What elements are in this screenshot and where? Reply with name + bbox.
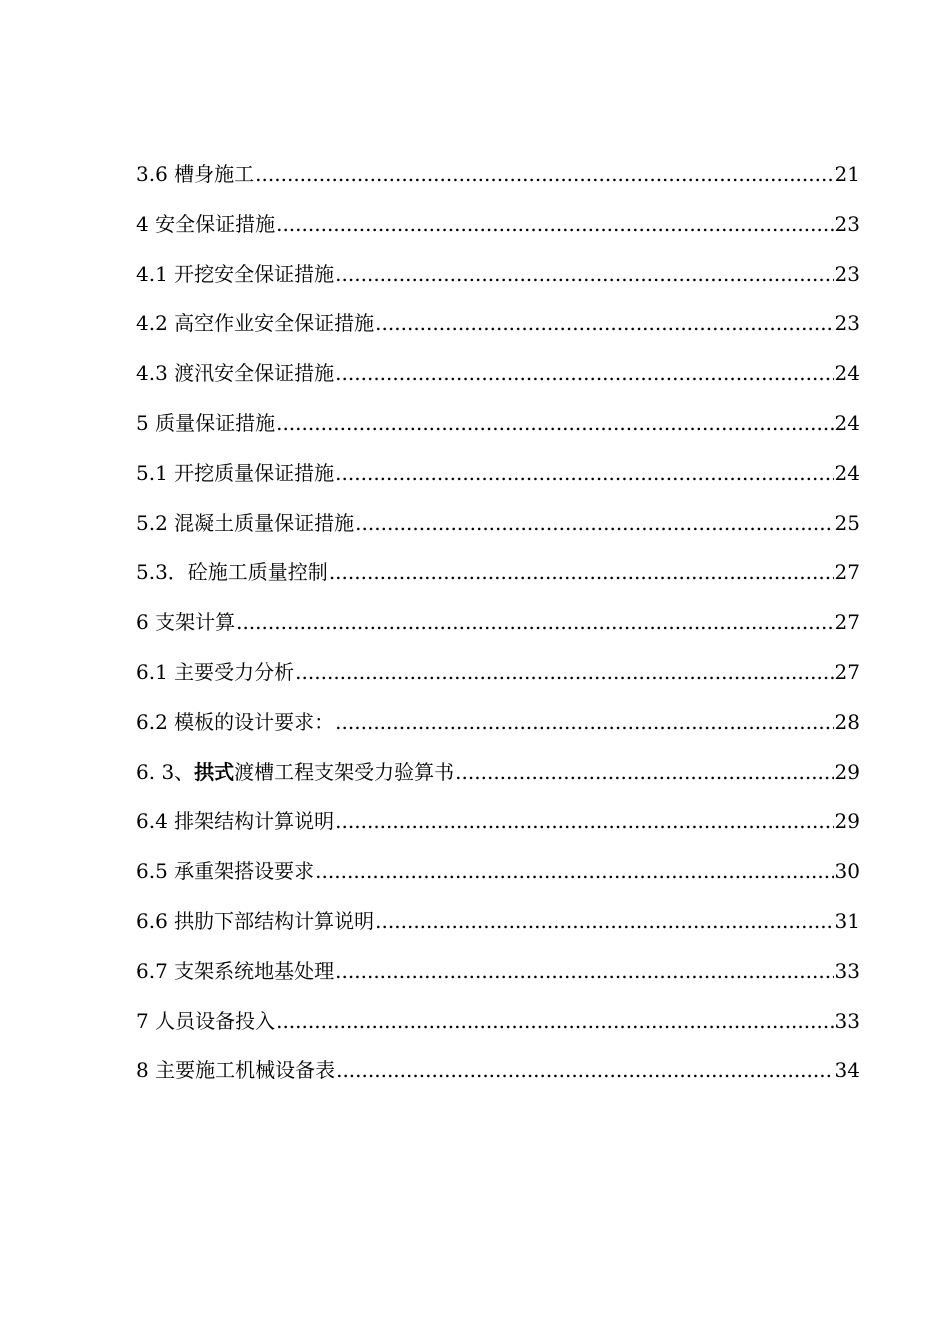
toc-entry-title: 8 主要施工机械设备表 <box>136 1058 336 1083</box>
toc-entry[interactable] <box>136 457 860 507</box>
toc-entry-title: 5.1 开挖质量保证措施 <box>136 460 335 485</box>
toc-entry-title: 6.4 排架结构计算说明 <box>136 809 335 834</box>
toc-dot-leader <box>336 1054 833 1086</box>
toc-entry-page: 27 <box>834 659 860 684</box>
toc-entry-title: 4.2 高空作业安全保证措施 <box>136 311 375 336</box>
toc-entry-title: 6.2 模板的设计要求： <box>136 709 335 734</box>
toc-entry[interactable] <box>136 805 860 855</box>
toc-entry[interactable] <box>136 258 860 308</box>
toc-entry[interactable] <box>136 756 860 806</box>
toc-entry[interactable] <box>136 307 860 357</box>
toc-entry-title: 6.1 主要受力分析 <box>136 659 295 684</box>
toc-dot-leader <box>276 208 833 240</box>
toc-dot-leader <box>276 1005 833 1037</box>
toc-entry-page: 23 <box>834 261 860 286</box>
toc-entry-page: 33 <box>834 1008 860 1033</box>
toc-entry-title <box>136 756 454 788</box>
toc-dot-leader <box>335 258 833 290</box>
toc-entry[interactable] <box>136 855 860 905</box>
toc-dot-leader <box>276 407 833 439</box>
toc-entry-title: 5.3．砼施工质量控制 <box>136 560 328 585</box>
toc-entry-title: 7 人员设备投入 <box>136 1008 276 1033</box>
toc-entry[interactable] <box>136 507 860 557</box>
toc-entry[interactable] <box>136 1054 860 1104</box>
toc-entry[interactable] <box>136 556 860 606</box>
toc-entry[interactable] <box>136 955 860 1005</box>
toc-entry-page: 31 <box>834 908 860 933</box>
toc-entry[interactable] <box>136 905 860 955</box>
toc-entry-title: 6.6 拱肋下部结构计算说明 <box>136 908 375 933</box>
toc-entry-title: 5.2 混凝土质量保证措施 <box>136 510 355 535</box>
toc-entry-page: 23 <box>834 211 860 236</box>
toc-dot-leader <box>335 706 833 738</box>
toc-entry-page: 27 <box>834 610 860 635</box>
toc-entry-title: 4 安全保证措施 <box>136 211 276 236</box>
toc-entry-title: 6.5 承重架搭设要求 <box>136 859 315 884</box>
toc-dot-leader <box>375 905 833 937</box>
toc-dot-leader <box>236 606 833 638</box>
toc-dot-leader <box>295 656 833 688</box>
toc-dot-leader <box>455 756 833 788</box>
toc-dot-leader <box>255 158 833 190</box>
toc-dot-leader <box>315 855 833 887</box>
toc-dot-leader <box>335 357 833 389</box>
toc-entry-page: 28 <box>834 709 860 734</box>
toc-entry-page: 21 <box>834 162 860 186</box>
toc-entry[interactable] <box>136 656 860 706</box>
toc-entry[interactable] <box>136 407 860 457</box>
toc-entry-page: 23 <box>834 311 860 336</box>
toc-entry-title: 6 支架计算 <box>136 610 236 635</box>
toc-entry-title: 3.6 槽身施工 <box>136 162 255 186</box>
toc-entry-title-bold: 拱式 <box>194 759 235 784</box>
toc-entry-page: 29 <box>834 759 860 784</box>
toc-dot-leader <box>335 955 833 987</box>
toc-entry-title-rest: 渡槽工程支架受力验算书 <box>234 759 455 784</box>
toc-dot-leader <box>375 307 833 339</box>
toc-entry[interactable] <box>136 208 860 258</box>
toc-entry[interactable] <box>136 158 860 208</box>
table-of-contents <box>136 158 860 1104</box>
toc-entry-page: 29 <box>834 809 860 834</box>
toc-entry[interactable] <box>136 357 860 407</box>
toc-entry[interactable] <box>136 1005 860 1055</box>
toc-entry-page: 25 <box>834 510 860 535</box>
toc-entry-page: 34 <box>834 1058 860 1083</box>
toc-dot-leader <box>355 507 833 539</box>
toc-entry-title: 4.3 渡汛安全保证措施 <box>136 361 335 386</box>
toc-entry-title: 5 质量保证措施 <box>136 410 276 435</box>
toc-entry-page: 24 <box>834 361 860 386</box>
toc-dot-leader <box>335 457 833 489</box>
toc-entry-title-prefix: 6. 3、 <box>136 759 195 784</box>
toc-entry-title: 4.1 开挖安全保证措施 <box>136 261 335 286</box>
toc-entry-page: 27 <box>834 560 860 585</box>
toc-entry[interactable] <box>136 606 860 656</box>
toc-entry[interactable] <box>136 706 860 756</box>
toc-dot-leader <box>335 805 833 837</box>
toc-entry-page: 24 <box>834 410 860 435</box>
toc-entry-title: 6.7 支架系统地基处理 <box>136 958 335 983</box>
toc-entry-page: 33 <box>834 958 860 983</box>
toc-dot-leader <box>329 556 834 588</box>
toc-entry-page: 30 <box>834 859 860 884</box>
toc-entry-page: 24 <box>834 460 860 485</box>
